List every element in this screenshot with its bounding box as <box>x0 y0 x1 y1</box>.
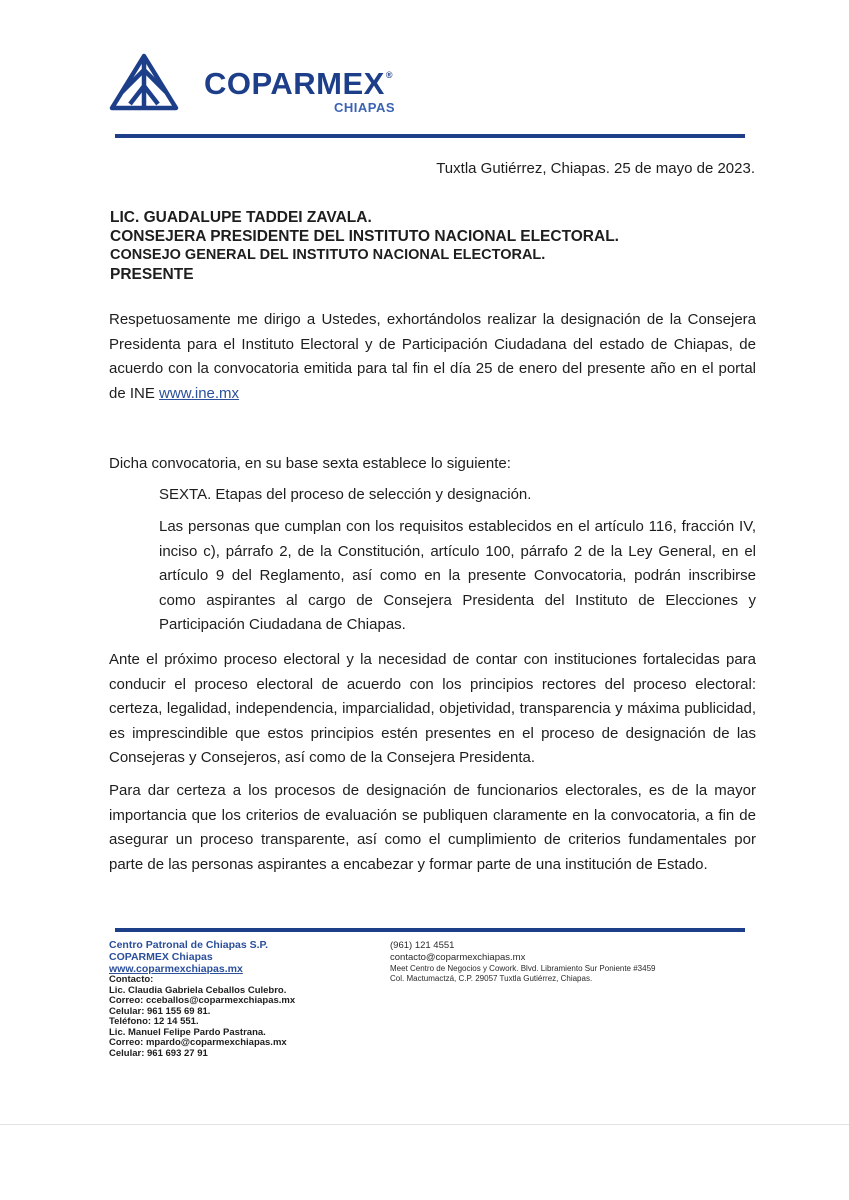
contact1-email: Correo: cceballos@coparmexchiapas.mx <box>109 995 296 1006</box>
ine-link[interactable]: www.ine.mx <box>159 384 240 402</box>
contact2-email: Correo: mpardo@coparmexchiapas.mx <box>109 1037 287 1048</box>
coparmex-logo-icon <box>108 52 180 112</box>
footer-address-line2: Col. Mactumactzá, C.P. 29057 Tuxtla Gutiérrez, Chiapas. <box>390 974 593 983</box>
footer-org-chiapas: COPARMEX Chiapas <box>109 951 213 963</box>
footer-address-line1: Meet Centro de Negocios y Cowork. Blvd. Libramiento Sur Poniente #3459 <box>390 964 656 973</box>
quote-body: Las personas que cumplan con los requisitos establecidos en el artículo 116, fracción IV, inciso c), párrafo 2, de la Constitución, artículo 100, párrafo 2 de la Ley General, en el artículo 9 del Reglamento, así como en la presente Convocatoria, podrán inscribirse como aspirantes al cargo de Consejera Presidenta del Instituto de Elecciones y Participación Ciudadana de Chiapas. <box>159 518 756 633</box>
registered-mark: ® <box>385 70 393 80</box>
footer-address-block <box>390 940 655 984</box>
paragraph-2: Dicha convocatoria, en su base sexta establece lo siguiente: <box>109 455 511 472</box>
recipient-presente: PRESENTE <box>110 266 194 283</box>
footer-org: Centro Patronal de Chiapas S.P. <box>109 939 269 951</box>
recipient-block <box>110 208 619 284</box>
footer-contact-block <box>109 939 295 1059</box>
quote-title: SEXTA. Etapas del proceso de selección y designación. <box>159 486 532 503</box>
recipient-title: CONSEJERA PRESIDENTE DEL INSTITUTO NACIONAL ELECTORAL. <box>110 228 619 245</box>
paragraph-3: Ante el próximo proceso electoral y la necesidad de contar con instituciones fortalecidas para conducir el proceso electoral de acuerdo con los principios rectores del proceso electoral: certeza, legalidad, independencia, imparcialidad, objetividad, transparencia y máxima publicidad, es imprescindible que estos principios estén presentes en el proceso de designación de las Consejeras y Consejeros, así como de la Consejera Presidenta. <box>109 651 756 766</box>
paragraph-1-text: Respetuosamente me dirigo a Ustedes, exhortándolos realizar la designación de la Consejera Presidenta para el Instituto Electoral y de Participación Ciudadana del estado de Chiapas, de acuerdo con la convocatoria emitida para tal fin el día 25 de enero del presente año en el portal de INE <box>109 311 756 402</box>
paragraph-1 <box>109 308 756 406</box>
footer-phone: (961) 121 4551 <box>390 940 455 951</box>
page-bottom-edge <box>0 1124 849 1125</box>
paragraph-4: Para dar certeza a los procesos de designación de funcionarios electorales, es de la mayor importancia que los criterios de evaluación se publiquen claramente en la convocatoria, a fin de asegurar un proceso transparente, así como el cumplimiento de criterios fundamentales por parte de las personas aspirantes a encabezar y formar parte de una institución de Estado. <box>109 782 756 873</box>
recipient-name: LIC. GUADALUPE TADDEI ZAVALA. <box>110 209 372 226</box>
contact1-cell: Celular: 961 155 69 81. <box>109 1005 211 1017</box>
footer-contact-label: Contacto: <box>109 974 154 985</box>
contact2-name: Lic. Manuel Felipe Pardo Pastrana. <box>109 1026 266 1038</box>
contact2-cell: Celular: 961 693 27 91 <box>109 1047 208 1059</box>
contact1-name: Lic. Claudia Gabriela Ceballos Culebro. <box>109 984 287 996</box>
contact1-phone: Teléfono: 12 14 551. <box>109 1016 199 1027</box>
header-divider <box>115 134 745 138</box>
recipient-organization: CONSEJO GENERAL DEL INSTITUTO NACIONAL ELECTORAL. <box>110 247 546 263</box>
letter-date: Tuxtla Gutiérrez, Chiapas. 25 de mayo de 2023. <box>436 160 755 177</box>
footer-divider <box>115 928 745 932</box>
brand-name: COPARMEX® <box>204 66 393 101</box>
footer-website-link[interactable]: www.coparmexchiapas.mx <box>109 963 243 975</box>
brand-subtitle: CHIAPAS <box>334 100 396 115</box>
footer-email: contacto@coparmexchiapas.mx <box>390 952 526 963</box>
